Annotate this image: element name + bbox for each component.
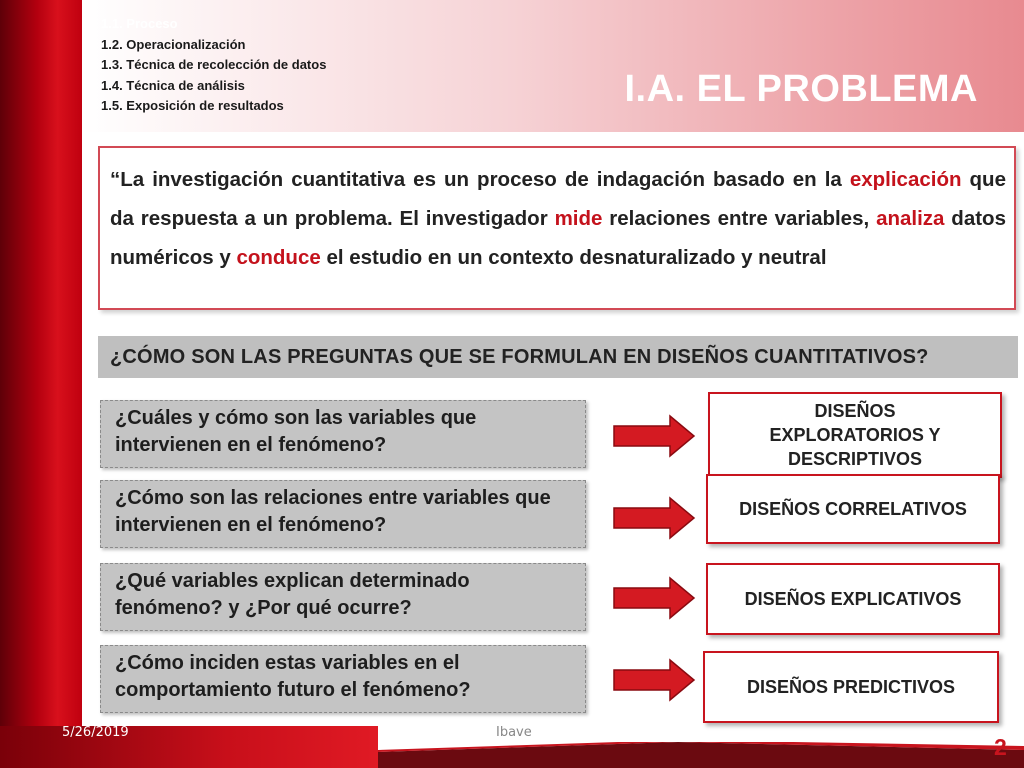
question-text: ¿Cómo son las relaciones entre variables que intervienen en el fenómeno?: [115, 487, 551, 536]
question-banner: [98, 336, 1018, 378]
definition-quote-box: [98, 146, 1016, 310]
right-arrow-icon: [612, 576, 696, 620]
quote-text: relaciones entre variables,: [602, 207, 877, 230]
quote-text: que da respuesta a un problema. El investigador: [110, 168, 1006, 230]
question-text: ¿Cómo inciden estas variables en el comportamiento futuro el fenómeno?: [115, 652, 471, 701]
question-text: ¿Qué variables explican determinado fenómeno? y ¿Por qué ocurre?: [115, 570, 470, 619]
toc-item[interactable]: 1.3. Técnica de recolección de datos: [101, 57, 327, 72]
table-of-contents: [101, 14, 326, 117]
quote-highlight-mide: mide: [554, 207, 603, 230]
footer-author: Ibave: [496, 725, 532, 740]
quote-highlight-analiza: analiza: [876, 207, 945, 230]
definition-quote-text: [110, 160, 1006, 277]
footer-red-band: [0, 726, 378, 768]
page-title: I.A. EL PROBLEMA: [624, 68, 978, 110]
page-number: 2: [994, 734, 1007, 760]
design-box-correlational: [706, 474, 1000, 544]
footer-wedge: [378, 742, 1024, 768]
question-box: [100, 645, 586, 713]
question-banner-text: ¿CÓMO SON LAS PREGUNTAS QUE SE FORMULAN EN DISEÑOS CUANTITATIVOS?: [110, 346, 929, 368]
question-text: ¿Cuáles y cómo son las variables que intervienen en el fenómeno?: [115, 407, 477, 456]
footer-date: 5/26/2019: [62, 725, 129, 740]
design-label: DISEÑOS PREDICTIVOS: [746, 677, 956, 697]
design-label: DISEÑOS EXPLICATIVOS: [744, 589, 962, 609]
toc-item[interactable]: 1.5. Exposición de resultados: [101, 98, 284, 113]
question-box: [100, 400, 586, 468]
design-label: DISEÑOS EXPLORATORIOS Y DESCRIPTIVOS: [769, 401, 941, 469]
question-box: [100, 563, 586, 631]
quote-highlight-explicacion: explicación: [849, 168, 962, 191]
design-box-exploratory: [708, 392, 1002, 478]
right-arrow-icon: [612, 658, 696, 702]
toc-item[interactable]: 1.2. Operacionalización: [101, 36, 246, 52]
quote-text: el estudio en un contexto desnaturalizado y neutral: [320, 246, 827, 269]
toc-item[interactable]: 1.4. Técnica de análisis: [101, 77, 245, 93]
question-box: [100, 480, 586, 548]
left-red-band: [0, 0, 82, 768]
toc-item[interactable]: 1.1. Proceso: [101, 16, 178, 31]
quote-text: “La investigación cuantitativa es un proceso de indagación basado en la: [110, 168, 850, 191]
right-arrow-icon: [612, 496, 696, 540]
quote-text: datos numéricos y: [110, 207, 1006, 269]
right-arrow-icon: [612, 414, 696, 458]
design-box-predictive: [703, 651, 999, 723]
design-label: DISEÑOS CORRELATIVOS: [739, 499, 967, 519]
quote-highlight-conduce: conduce: [236, 246, 321, 269]
design-box-explanatory: [706, 563, 1000, 635]
